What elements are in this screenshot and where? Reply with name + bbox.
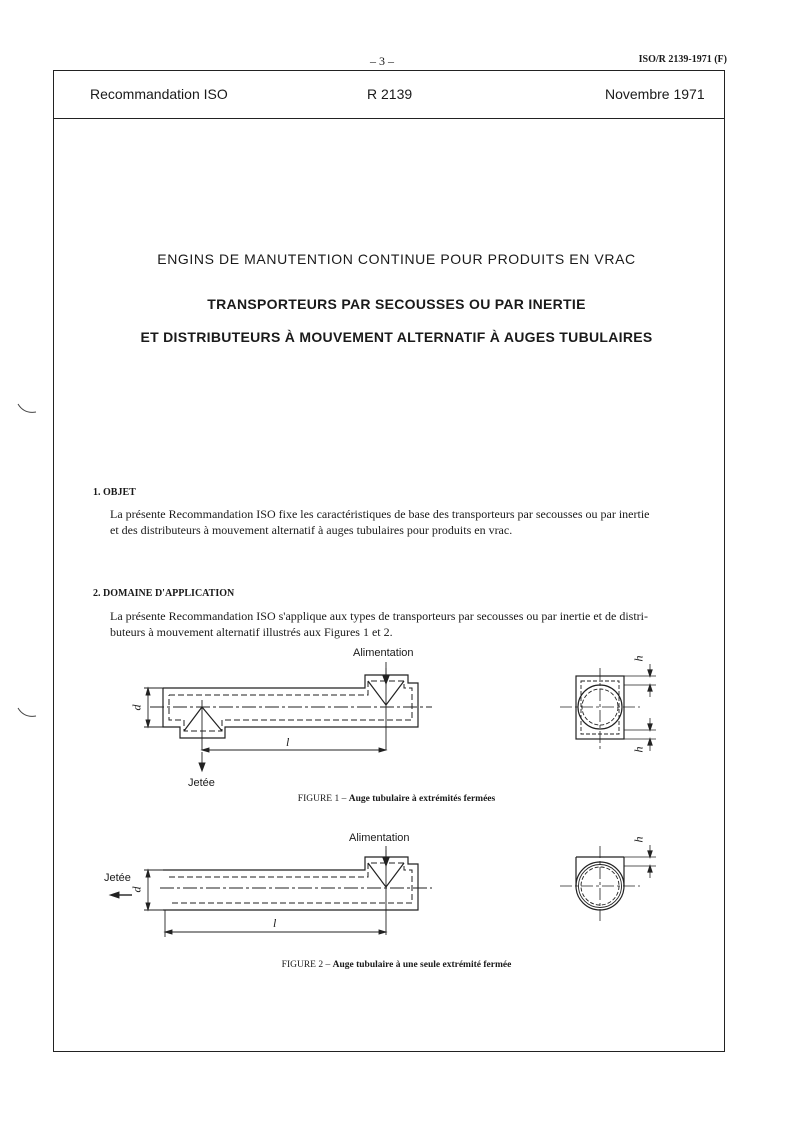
figure-1-caption-prefix: FIGURE 1 – bbox=[297, 794, 347, 804]
header-doc-number: R 2139 bbox=[367, 86, 413, 102]
figure-2-dim-d: d bbox=[129, 886, 144, 893]
subtitle-line-1: TRANSPORTEURS PAR SECOUSSES OU PAR INERTIE bbox=[207, 296, 586, 312]
section-heading-domaine: 2. DOMAINE D'APPLICATION bbox=[93, 588, 235, 599]
section-domaine-line-1: La présente Recommandation ISO s'applique aux types de transporteurs par secousses ou par inertie et de distri- bbox=[110, 609, 649, 623]
figure-1-caption-text: Auge tubulaire à extrémités fermées bbox=[348, 794, 496, 804]
page-number: – 3 – bbox=[370, 54, 394, 68]
header-date: Novembre 1971 bbox=[605, 86, 705, 102]
figure-1-dim-d: d bbox=[129, 704, 144, 711]
figure-1-dim-h-top: h bbox=[631, 655, 646, 662]
figure-2-caption-prefix: FIGURE 2 – bbox=[281, 960, 331, 970]
section-objet-line-2: et des distributeurs à mouvement alternatif à auges tubulaires pour produits en vrac. bbox=[110, 523, 513, 537]
figure-2-feed-label: Alimentation bbox=[349, 832, 410, 844]
section-objet-line-1: La présente Recommandation ISO fixe les caractéristiques de base des transporteurs par secousses ou par inertie bbox=[110, 507, 650, 521]
section-domaine-line-2: buteurs à mouvement alternatif illustrés aux Figures 1 et 2. bbox=[110, 625, 393, 639]
section-heading-objet: 1. OBJET bbox=[93, 487, 136, 498]
document-reference: ISO/R 2139-1971 (F) bbox=[638, 54, 727, 65]
main-title: ENGINS DE MANUTENTION CONTINUE POUR PRODUITS EN VRAC bbox=[157, 251, 636, 267]
figure-1-dim-h-bottom: h bbox=[631, 746, 646, 753]
figure-2-caption-text: Auge tubulaire à une seule extrémité fermée bbox=[332, 960, 512, 970]
figure-2-discharge-label: Jetée bbox=[104, 872, 131, 884]
header-doc-type: Recommandation ISO bbox=[90, 86, 228, 102]
figure-1-discharge-label: Jetée bbox=[188, 777, 215, 789]
subtitle-line-2: ET DISTRIBUTEURS À MOUVEMENT ALTERNATIF À AUGES TUBULAIRES bbox=[140, 329, 653, 345]
figure-1-dim-l: l bbox=[286, 735, 290, 749]
figure-1-feed-label: Alimentation bbox=[353, 647, 414, 659]
figure-2-dim-h: h bbox=[631, 836, 646, 843]
figure-2-dim-l: l bbox=[273, 916, 277, 930]
